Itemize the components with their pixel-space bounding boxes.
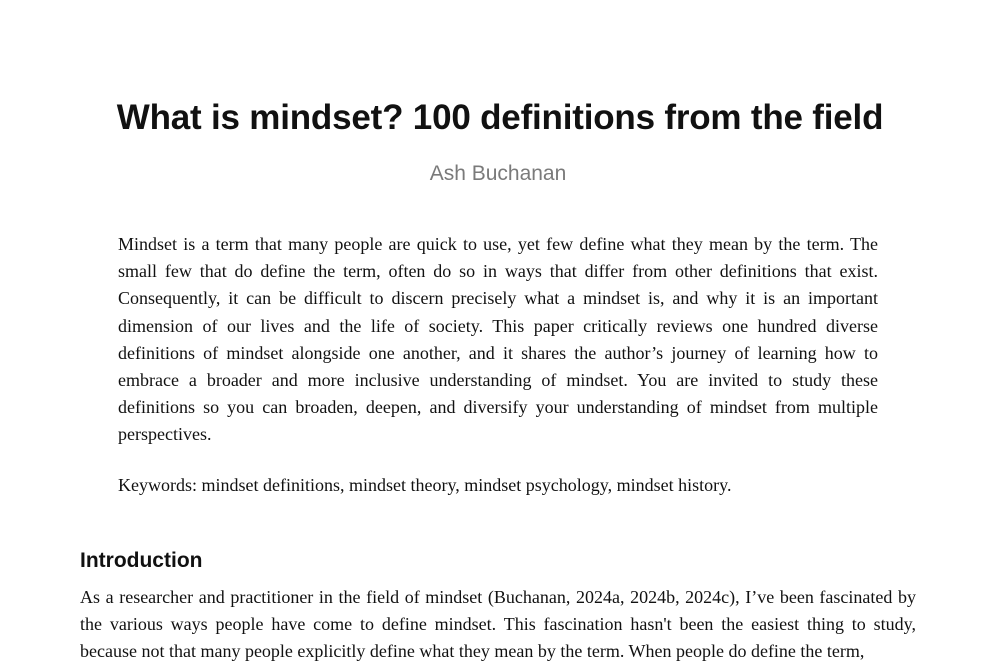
- paper-title: What is mindset? 100 definitions from the field: [116, 98, 884, 137]
- section-heading-introduction: Introduction: [80, 549, 203, 572]
- introduction-paragraph: As a researcher and practitioner in the field of mindset (Buchanan, 2024a, 2024b, 2024c), I’ve been fascinated by the various ways people have come to define mindset. This fascination hasn't been the easiest thing to study, because not that many people explicitly define what they mean by the term. When people do define the term,: [80, 587, 916, 662]
- keywords-line: Keywords: mindset definitions, mindset theory, mindset psychology, mindset history.: [118, 475, 732, 495]
- paper-author: Ash Buchanan: [429, 162, 567, 185]
- abstract-paragraph: Mindset is a term that many people are quick to use, yet few define what they mean by the term. The small few that do define the term, often do so in ways that differ from other definitions that exist. Consequently, it can be difficult to discern precisely what a mindset is, and why it is an important dimension of our lives and the life of society. This paper critically reviews one hundred diverse definitions of mindset alongside one another, and it shares the author’s journey of learning how to embrace a broader and more inclusive understanding of mindset. You are invited to study these definitions so you can broaden, deepen, and diversify your understanding of mindset from multiple perspectives.: [118, 234, 878, 445]
